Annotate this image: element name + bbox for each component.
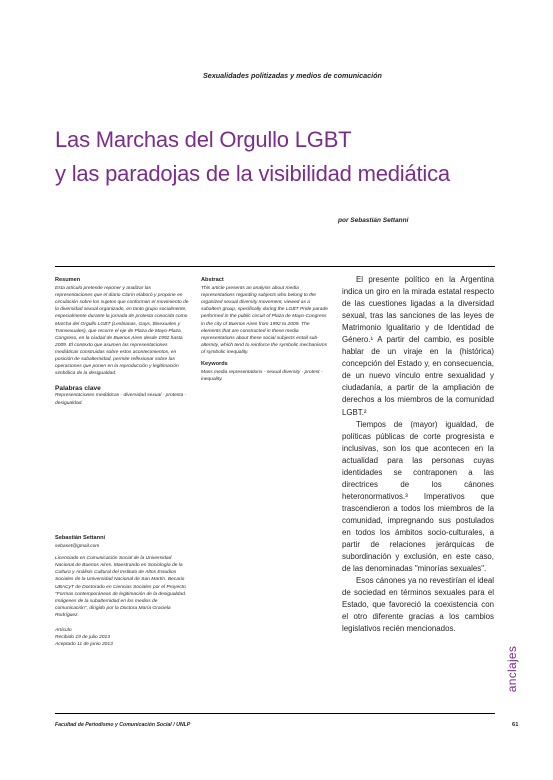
- author-byline: por Sebastián Settanni: [338, 217, 409, 224]
- article-title: [55, 123, 450, 191]
- palabras-heading: Palabras clave: [55, 385, 101, 393]
- date-accepted: Aceptado 11 de junio 2013: [55, 642, 113, 648]
- section-label: Sexualidades politizadas y medios de comunicación: [203, 71, 382, 80]
- resumen-heading: Resumen: [55, 277, 81, 283]
- resumen-text: Esta artículo pretende reponer y analizar las representaciones que el diario Clarín elaboró y propone en circulación sobre los sujetos que conforman el movimiento de la diversidad sexual organizado, en tanto grupo socialmente, especialmente durante la jornada de protesta conocida como Marcha del Orgullo LGBT (Lesbianas, Gays, Bisexuales y Transexuales), que recorre el eje de Plaza de Mayo-Plaza Congreso, en la ciudad de Buenos Aires desde 1992 hasta 2009. El contexto que asumen las representaciones mediáticas construidas sobre estos acontecimientos, en posición de subalternidad, permite reflexionar sobre las operaciones que ponen en la reproducción y legitimación simbólica de la desigualdad.: [55, 286, 189, 377]
- title-line-2: y las paradojas de la visibilidad mediática: [55, 161, 450, 186]
- palabras-text: Representaciones mediáticas - diversidad sexual - protesta - desigualdad.: [55, 393, 187, 406]
- abstract-heading: Abstract: [201, 277, 224, 283]
- author-info: [55, 535, 189, 648]
- keywords-text: Mass media representations - sexual diversity - protest - inequality.: [201, 370, 323, 383]
- title-line-1: Las Marchas del Orgullo LGBT: [55, 127, 352, 152]
- body-paragraph: Esos cánones ya no revestirían el ideal de sociedad en términos sexuales para el Estado, que favoreció la coexistencia con el otro diferente gracias a los cambios legislativos recién mencionados.: [342, 576, 494, 634]
- abstract-text: This article presents an analysis about media representations regarding subjects who belong to the organized sexual diversity movement, viewed as a subaltern group, specifically during the LGBT Pride parade performed in the public circuit of Plaza de Mayo-Congress in the city of Buenos Aires from 1992 to 2009. The elements that are constructed in these media representations about these social subjects entail sub-alternity, which tend to reinforce the symbolic mechanisms of symbolic inequality.: [201, 286, 328, 355]
- top-divider: [55, 266, 495, 267]
- bottom-divider: [55, 713, 495, 714]
- author-name: Sebastián Settanni: [55, 535, 106, 541]
- abstract-column: [201, 277, 329, 383]
- footer-text: Facultad de Periodismo y Comunicación Social / UNLP: [55, 722, 191, 728]
- author-bio: Licenciado en Comunicación Social de la Universidad Nacional de Buenos Aires. Maestrando en Sociología de la Cultura y Análisis Cultural del Instituto de Altos Estudios Sociales de la Universidad Nacional de San Martín. Becario UBACyT de Doctorado en Ciencias Sociales por el Proyecto "Formas contemporáneas de legitimación de la desigualdad. Imágenes de la subalternidad en los medios de comunicación", dirigido por la Doctora María Graciela Rodríguez.: [55, 556, 187, 618]
- author-email[interactable]: sebaset@gmail.com: [55, 544, 100, 550]
- body-paragraph: El presente político en la Argentina indica un giro en la mirada estatal respecto de las cuestiones ligadas a la diversidad sexual, tras las sanciones de las leyes de Matrimonio Igualitario y de Identidad de Género.¹ A partir del cambio, es posible hablar de un viraje en la (histórica) concepción del Estado y, en consecuencia, de un nuevo vínculo entre sexualidad y ciudadanía, a partir de la ampliación de derechos a los miembros de la comunidad LGBT.²: [342, 275, 494, 417]
- body-column: [342, 274, 494, 635]
- keywords-heading: Keywords: [201, 361, 228, 368]
- resumen-column: [55, 277, 189, 407]
- journal-name: anclajes: [505, 645, 520, 693]
- journal-side-tab: [505, 640, 531, 700]
- date-received: Recibido 19 de julio 2013: [55, 635, 110, 641]
- body-paragraph: Tiempos de (mayor) igualdad, de políticas públicas de corte progresista e inclusivas, son los que acontecen en la actualidad para las personas cuyas identidades se contraponen a las directrices de los cánones heteronormativos.³ Imperativos que trascendieron a todos los miembros de la comunidad, impregnando sus postulados en todos los ámbitos socio-culturales, a partir de relaciones jerárquicas de subordinación y exclusión, en este caso, de las denominadas "minorías sexuales".: [342, 419, 494, 574]
- page-number: 61: [512, 722, 519, 728]
- dates-label: Artículo: [55, 628, 72, 634]
